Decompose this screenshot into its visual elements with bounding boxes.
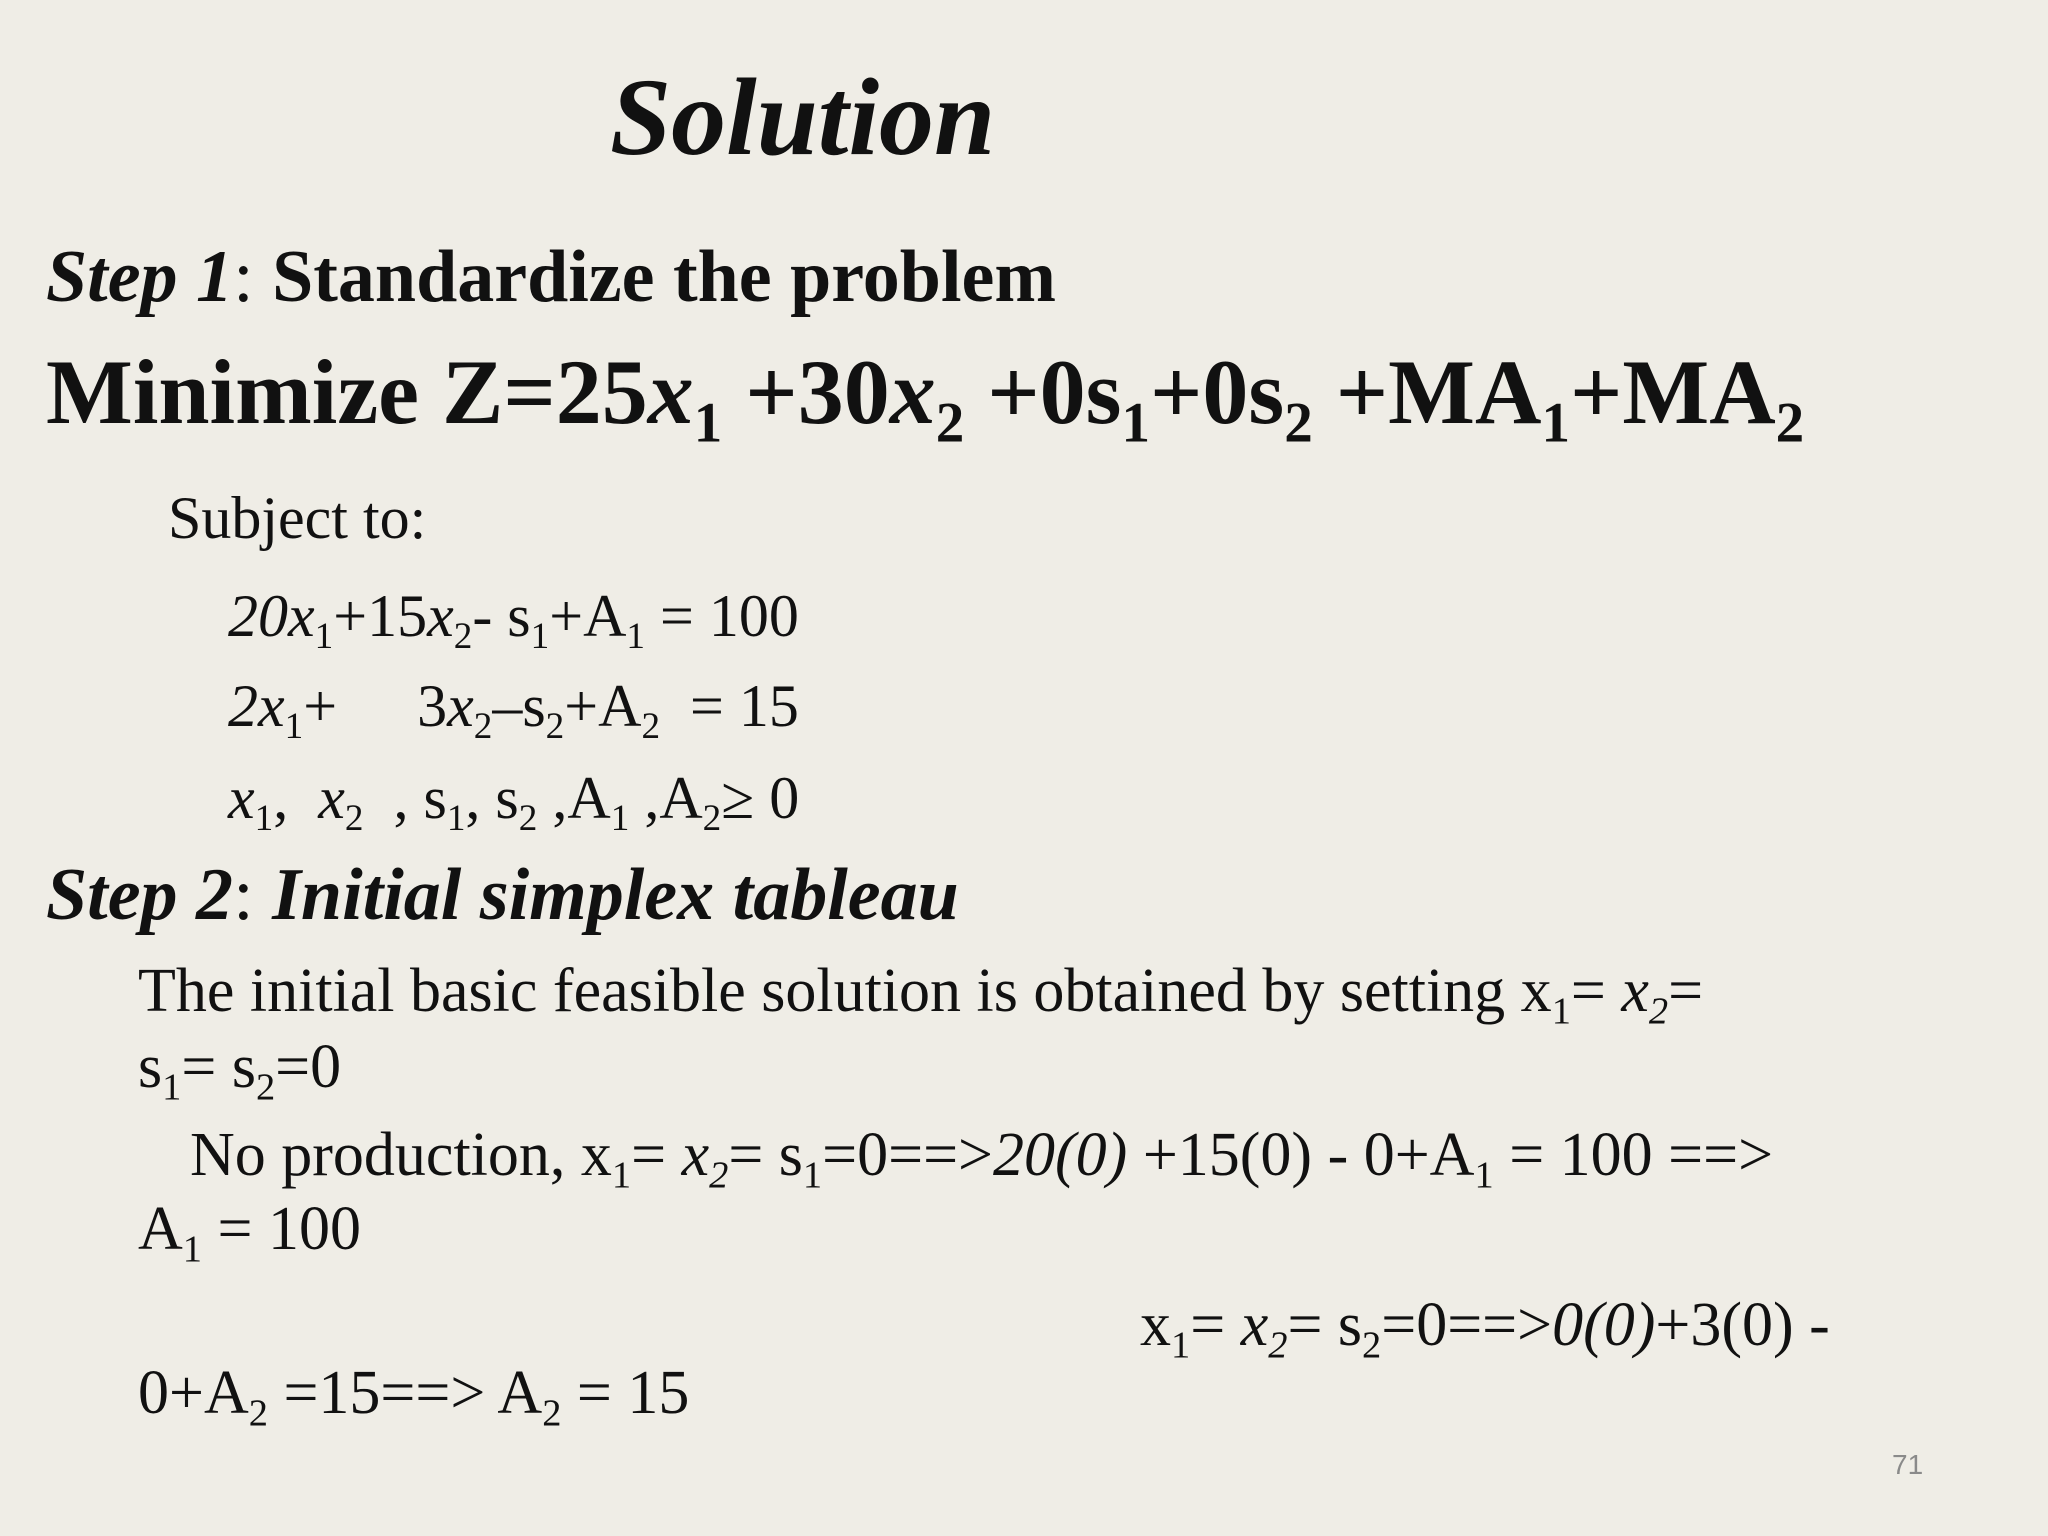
step-2-label: Step 2 [46,854,234,936]
p3-mid: =15==> A [267,1359,543,1427]
p3-arrow: =0==> [1381,1291,1553,1359]
para-2-line-1 [190,1121,1774,1197]
sub-2: 2 [935,391,965,455]
comma: , [273,765,319,831]
c1-term2: +15 [333,583,428,649]
comma: , [363,765,424,831]
sub-1: 1 [1171,1324,1191,1367]
step-2-separator: : [233,854,273,936]
p2-a1-rhs: = 100 [202,1195,361,1263]
term-30: +30 [722,341,890,443]
sub-2: 2 [473,705,493,747]
c1-term3: - s [472,583,531,649]
sub-1: 1 [802,1154,823,1197]
sub-1: 1 [182,1228,202,1271]
objective-lead: Minimize Z=25 [46,341,648,443]
c2-plus: + [303,673,338,739]
c3-x1: x [228,765,255,831]
p1-x2: x [1621,957,1649,1025]
non-negativity-constraint [228,765,800,839]
step-2-heading [46,854,959,936]
step-1-separator: : [233,236,273,318]
para-1-line-1 [138,957,1704,1033]
sub-2: 2 [545,705,565,747]
c1-term4: +A [549,583,627,649]
sub-2: 2 [453,615,473,657]
c1-rhs: = 100 [645,583,799,649]
p3-rhs: = 15 [561,1359,690,1427]
sub-2: 2 [1648,990,1669,1033]
slide-title: Solution [610,56,996,178]
c2-coef: 2 [228,673,258,739]
constraint-1 [228,583,799,657]
c2-x1: x [258,673,285,739]
sub-1: 1 [254,797,274,839]
p1-eq-zero: =0 [275,1033,342,1101]
p3-rest: +3(0) - [1655,1291,1830,1359]
sub-1: 1 [626,615,646,657]
sub-1: 1 [1541,391,1570,455]
sub-1: 1 [693,391,723,455]
p3-italic: 0(0) [1552,1291,1656,1359]
c1-x2: x [427,583,454,649]
geq-symbol: ≥ [721,765,755,831]
para-2-line-2 [138,1195,361,1271]
c3-s1: s [423,765,447,831]
sub-2: 2 [248,1392,268,1435]
sub-2: 2 [1284,391,1313,455]
sub-2: 2 [255,1066,276,1109]
step-1-heading [46,236,1056,318]
subject-to-label: Subject to: [168,485,427,551]
p3-eq: = [1190,1291,1241,1359]
sub-1: 1 [446,797,466,839]
p2-lead: No production, x [190,1121,612,1189]
step-2-text: Initial simplex tableau [272,854,959,936]
term-0s1: +0s [964,341,1122,443]
sub-2: 2 [709,1154,729,1197]
p2-eq: = [631,1121,682,1189]
objective-function [46,341,1805,455]
c3-a2: A [659,765,703,831]
step-1-label: Step 1 [46,236,234,318]
sub-1: 1 [162,1066,182,1109]
p2-rest: +15(0) - 0+A [1127,1121,1475,1189]
para-3-line-2 [138,1359,690,1435]
sub-2: 2 [542,1392,562,1435]
c2-x2: x [447,673,474,739]
c3-x2: x [318,765,345,831]
term-0s2: +0s [1150,341,1285,443]
c3-a1: A [567,765,611,831]
p2-italic: 20(0) [993,1121,1128,1189]
p2-a1: A [138,1195,183,1263]
sub-2: 2 [1268,1324,1288,1367]
c1-coef: 20 [228,583,288,649]
p2-x2: x [681,1121,710,1189]
page-number: 71 [1892,1449,1924,1480]
sub-1: 1 [611,1154,632,1197]
c3-s2: s [495,765,519,831]
p2-arrow: =0==> [822,1121,994,1189]
sub-1: 1 [530,615,550,657]
p1-text: The initial basic feasible solution is obtained by setting x [138,957,1552,1025]
sub-1: 1 [1474,1154,1494,1197]
p2-rhs: = 100 ==> [1493,1121,1774,1189]
p1-s1: s [138,1033,163,1101]
c3-zero: 0 [754,765,800,831]
sub-2: 2 [702,797,722,839]
sub-1: 1 [284,705,304,747]
p1-eq: = [1570,957,1622,1025]
comma: , [537,765,568,831]
term-ma2: +MA [1569,341,1776,443]
sub-2: 2 [344,797,364,839]
sub-1: 1 [610,797,630,839]
sub-2: 2 [518,797,538,839]
p1-eq-s2: = s [181,1033,256,1101]
sub-2: 2 [641,705,661,747]
c2-term-a: +A [564,673,642,739]
c2-term-s: –s [492,673,546,739]
p3-eq-s: = s [1287,1291,1363,1359]
sub-1: 1 [1121,391,1150,455]
sub-1: 1 [314,615,334,657]
var-x1: x [647,341,694,443]
var-x2: x [889,341,936,443]
p3-x2: x [1240,1291,1269,1359]
term-ma1: +MA [1312,341,1542,443]
sub-2: 2 [1362,1324,1382,1367]
constraint-2 [228,673,799,747]
sub-1: 1 [1551,990,1571,1033]
step-1-text: Standardize the problem [272,236,1056,318]
p1-eq-end: = [1668,957,1704,1025]
comma: , [629,765,660,831]
p3-x1: x [1140,1291,1171,1359]
comma: , [465,765,496,831]
c2-rhs: = 15 [660,673,799,739]
p2-eq-s: = s [728,1121,803,1189]
sub-2: 2 [1775,391,1805,455]
c1-x1: x [288,583,315,649]
para-1-line-2 [138,1033,342,1109]
para-3-line-1 [1140,1291,1830,1367]
p3-a2: 0+A [138,1359,249,1427]
c2-coef2: 3 [417,673,448,739]
